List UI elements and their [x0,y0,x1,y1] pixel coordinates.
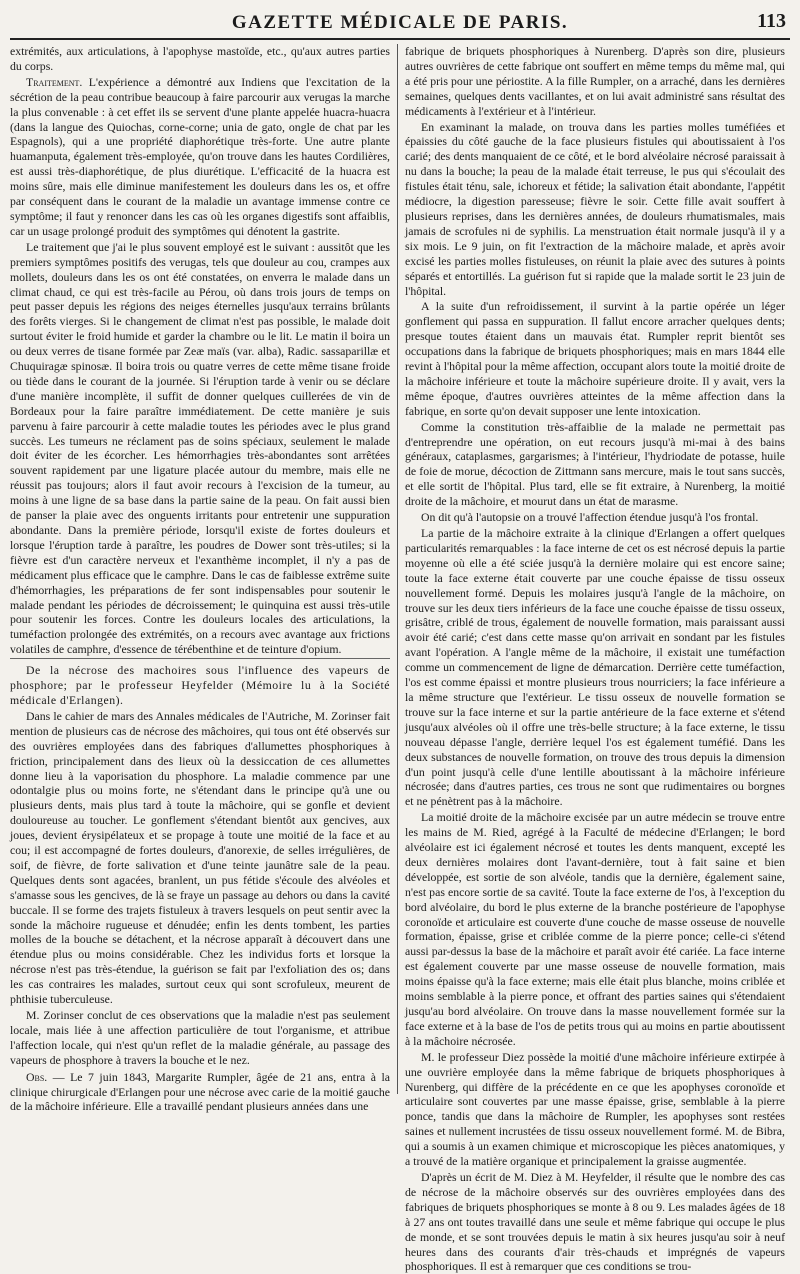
page-header [10,8,790,40]
paragraph: M. Zorinser conclut de ces observations que la maladie n'est pas seulement locale, mais liée à une affection particulière de tout l'organisme, et attribue l'affection locale, qui n'est qu'un reflet de la maladie générale, au passage des vapeurs de phosphore à travers la bouche et le nez. [10,1008,390,1067]
paragraph: En examinant la malade, on trouva dans les parties molles tuméfiées et épaissies du côté gauche de la face plusieurs fistules qui aboutissaient à l'os carié; des dents manquaient de ce côté, et le bord alvéolaire nécrosé paraissait à nu dans la bouche; la peau de la malade était terreuse, le pus qui s'écoulait des fistules était ténu, sale, ichoreux et fétide; la salivation était abondante, l'appétit médiocre, la digestion paresseuse; fièvre le soir. Cette fille avait souffert à plusieurs reprises, dans les dernières années, de douleurs rhumatismales, mais jamais de scrofules ni de syphilis. La menstruation était normale jusqu'à il y a six mois. Le 9 juin, on fit l'extraction de la mâchoire malade, et après avoir excisé les parties molles fistuleuses, on réunit la plaie avec des sutures à points séparés et entortillés. La guérison fut si rapide que la malade sortit le 23 juin de l'hôpital. [405,119,785,298]
paragraph: M. le professeur Diez possède la moitié d'une mâchoire inférieure extirpée à une ouvrière employée dans la même fabrique de briquets phosphoriques à Nurenberg, qui diffère de la précédente en ce que les apophyses coronoïde et articulaire sont couvertes par une masse épaisse, grise, semblable à la pierre ponce, tandis que dans la mâchoire de Rumpler, les apophyses sont restées saines et nullement incrustées de tissu osseux nouvellement formé. M. de Bibra, qui a soumis à un examen chimique et microscopique les pièces anatomiques, y a trouvé de la matière organique et principalement la graisse augmentée. [405,1049,785,1169]
paragraph: D'après un écrit de M. Diez à M. Heyfelder, il résulte que le nombre des cas de nécrose de la mâchoire observés sur des ouvrières employées dans des fabriques de briquets phosphoriques se monte à 8 ou 9. Les malades âgées de 18 à 27 ans ont toutes travaillé dans une seule et même fabrique qui occupe le plus de monde, et se sont trouvées depuis le matin à six heures jusqu'au soir à neuf heures dans des courants d'air très-chauds et imprégnés de vapeurs phosphoriques. Il est à remarquer que ces conditions se trou- [405,1169,785,1274]
paragraph: Le traitement que j'ai le plus souvent employé est le suivant : aussitôt que les premiers symptômes positifs des verugas, tels que douleur au cou, crampes aux mollets, douleurs dans les os ont été constatées, on enverra le malade dans un climat chaud, ce qui est très-facile au Pérou, où dans trois jours de temps on peut passer depuis les régions des neiges éternelles jusqu'aux terrains brûlants des forêts vierges. Si le changement de climat n'est pas possible, le malade doit surtout éviter le froid humide et garder la chambre ou le lit. Le matin il boira un ou deux verres de tisane formée par Zeæ maïs (var. alba), Radic. sassaparillæ et Chuquiragæ spinosæ. Il boira trois ou quatre verres de cette même tisane froide ou tiède dans le courant de la journée. Si l'éruption tarde à venir ou se déclare d'une manière incomplète, il suffit de donner quelques cuillerées de vin de Bordeaux pour la faire paraître immédiatement. De cette manière je suis parvenu à faire parcourir à cette maladie toutes les périodes avec le plus grand succès. Les tumeurs ne réclament pas de soins spéciaux, seulement le malade doit éviter de les écorcher. Les hémorrhagies très-abondantes sont arrêtées souvent rapidement par une ligature placée autour du membre, mais elle ne réussit pas toujours; alors il faut avoir recours à l'excision de la tumeur, au moins à une ligne de sa base dans la partie saine de la peau. On fait aussi bien de panser la plaie avec des onguents irritants pour entretenir une suppuration abondante. Dans la première période, lorsqu'il existe de fortes douleurs et lorsque l'éruption tarde à paraître, les poudres de Dower sont très-utiles; si la fièvre est d'un caractère nerveux et l'exanthème incomplet, il n'y a pas de médicament plus efficace que le camphre. Dans le cas de faiblesse extrême suite d'hémorrhagies, les préparations de fer sont indispensables pour soutenir le malade pendant les périodes de décroissement; le quinquina est aussi très-utile pour soutenir les forces. Contre les douleurs locales des articulations, la tuméfaction prolongée des extrémités, on a recours avec avantage aux frictions volatiles de camphre, d'essence de térébenthine et de teinture d'opium. [10,239,390,657]
paragraph-observation [10,1070,390,1115]
paragraph: Comme la constitution très-affaiblie de la malade ne permettait pas d'entreprendre une opération, on eut recours jusqu'à mi-mai à des bains généraux, cataplasmes, gargarismes; à l'intérieur, l'hydriodate de potasse, huile de foie de morue, décoction de Zittmann sans mercure, mais le tout sans succès, et elle sortit de l'hôpital. Plus tard, elle se fit extraire, à Nurenberg, la moitié droite de la mâchoire, et mourut dans un état de marasme. [405,419,785,509]
paragraph: A la suite d'un refroidissement, il survint à la partie opérée un léger gonflement qui passa en suppuration. Il fallut encore arracher quelques dents; presque toutes étaient dans un mauvais état. Rumpler reprit bientôt ses occupations dans la fabrique de briquets phosphoriques; mais en mars 1844 elle revint à l'hôpital pour la même affection, occupant alors toute la moitié droite de la mâchoire inférieure et toute la mâchoire supérieure droite. Il y avait, vers la même époque, d'autres ouvrières atteintes de la même affection dans la fabrique, en sorte qu'on devait supposer une lente intoxication. [405,299,785,418]
paragraph: Dans le cahier de mars des Annales médicales de l'Autriche, M. Zorinser fait mention de plusieurs cas de nécrose des mâchoires, qui tous ont été observés sur des ouvrières employées dans des fabriques d'allumettes phosphoriques à friction, principalement dans des lieux où la dessiccation de ces allumettes donne lieu à la vaporisation du phosphore. La maladie commence par une odontalgie plus ou moins forte, ne s'étendant dans le principe qu'à une ou plusieurs dents, mais plus tard à toute la mâchoire, qui se gonfle et devient douloureuse au toucher. Le gonflement s'étendant bientôt aux gencives, aux joues, devient érysipélateux et se propage à toute une moitié de la face et au cou; il est accompagné de fortes douleurs, d'anorexie, de selles irrégulières, de soif, de fièvre, de forte salivation et d'une teinte jaunâtre sale de la peau. Quelques dents sont agacées, branlent, un pus fétide s'écoule des alvéoles et s'amasse sous les gencives, de là se fraye un passage au dehors ou dans la cavité buccale. Il se forme des trajets fistuleux à travers lesquels on peut sentir avec la sonde la mâchoire rugueuse et dénudée; enfin les dents tombent, les parties molles de la bouche se détachent, et la nécrose apparaît à découvert dans une étendue plus ou moins considérable. Chez les individus forts et lorsque la nécrose n'est pas très-étendue, la guérison se fait par l'exfoliation des os; dans les cas contraires les malades, surtout ceux qui sont scrofuleux, meurent de phthisie tuberculeuse. [10,708,390,1007]
section-title: De la nécrose des machoires sous l'influence des vapeurs de phosphore; par le professeur Heyfelder (Mémoire lu à la Société médicale d'Erlangen). [10,658,390,708]
paragraph: fabrique de briquets phosphoriques à Nurenberg. D'après son dire, plusieurs autres ouvrières de cette fabrique ont souffert en même temps du même mal, qui a été pris pour une périostite. A la fille Rumpler, on a arraché, dans les dernières semaines, quelques dents vacillantes, et on lui avait administré sans résultat des médicaments à l'extérieur et à l'intérieur. [405,44,785,118]
paragraph-text: L'expérience a démontré aux Indiens que l'excitation de la sécrétion de la peau contribue beaucoup à faire parcourir aux verugas la marche la plus convenable : à cet effet ils se servent d'une plante appelée huacra-huacra (dans la langue des Quiochas, corne-corne; unia de gato, ongle de chat par les Espagnols), qui a une propriété diaphorétique très-forte. Une autre plante huamanputa, également très-employée, qu'on trouve dans les hautes Cordilières, est aussi très-diaphorétique, de plus diurétique. L'efficacité de la huacra est moins sûre, mais elle diminue manifestement les douleurs dans les os, et offre par conséquent dans le courant de la maladie un avantage immense contre ce symptôme; il faut y renoncer dans les cas où les organes digestifs sont affaiblis, car un usage prolongé produit des symptômes qui dénotent la gastrite. [10,74,390,238]
journal-title: GAZETTE MÉDICALE DE PARIS. [231,12,569,33]
paragraph-text: Le 7 juin 1843, Margarite Rumpler, âgée de 21 ans, entra à la clinique chirurgicale d'Erlangen pour une nécrose avec carie de la moitié gauche de la mâchoire inférieure. Elle a travaillé pendant plusieurs années dans une [10,1069,390,1114]
right-column [405,44,785,1274]
page-number: 113 [757,10,786,32]
column-divider [397,44,398,1094]
paragraph: La moitié droite de la mâchoire excisée par un autre médecin se trouve entre les mains de M. Ried, agrégé à la Faculté de médecine d'Erlangen; le bord alvéolaire est ici également nécrosé et toutes les dents manquent, excepté les deux dernières molaires dont l'avant-dernière, tout à fait saine et bien développée, est sortie de son alvéole, tandis que la dernière, également saine, n'est pas encore sortie de sa cavité. Toute la face externe de l'os, à l'exception du bord alvéolaire, du bord le plus externe de la branche postérieure de l'apophyse coronoïde et articulaire est couverte d'une couche de masse osseuse de nouvelle formation, épaisse, grise et criblée comme de la pierre ponce; celle-ci s'étend aussi par-dessus la base de la mâchoire et paraît avoir été cariée. La face interne est également couverte par une masse osseuse de nouvelle formation, mais moins épaisse qu'à la face externe; mais elle était plus blanche, moins criblée et moins semblable à la pierre ponce, et offrant des parties saines qui s'étendaient jusqu'au bord alvéolaire. On trouve dans la masse nouvellement formée sur la face externe et à la base de l'os de petits trous qui au moins en partie aboutissent à la mâchoire nécrosée. [405,810,785,1048]
paragraph-traitement [10,75,390,239]
run-in-heading: Obs. — [26,1069,65,1084]
run-in-heading: Traitement. [26,74,83,89]
paragraph: On dit qu'à l'autopsie on a trouvé l'affection étendue jusqu'à l'os frontal. [421,510,759,525]
left-column [10,44,390,1114]
paragraph: La partie de la mâchoire extraite à la clinique d'Erlangen a offert quelques particularités remarquables : la face interne de cet os est nécrosé depuis la partie moyenne où elle a été sciée jusqu'à la dernière molaire qui est encore saine; toute la face externe était couverte par une couche épaisse de tissu osseux nouvellement formé. Depuis les molaires jusqu'à l'angle de la mâchoire, on trouve sur les deux tiers inférieurs de la face une couche épaisse de tissu osseux, grisâtre, criblé de trous, également de nouvelle formation, mais paraissant aussi avoir été carié; c'est dans cette masse qu'on arrivait en sondant par les fistules avant l'opération. A l'angle même de la mâchoire, il existait une tuméfaction comme un commencement de ligne de démarcation. Derrière cette tuméfaction, l'os est comme épaissi et montre plusieurs trous nourriciers; la face inférieure a la même structure que l'extérieur. Le tissu osseux de nouvelle formation se trouve sur la face interne et sur la partie antérieure de la face externe et s'étend jusqu'aux alvéoles où il offre une très-belle structure; à la face externe, le tissu nouveau dépasse l'angle, derrière lequel l'os est également tuméfié. Dans les deux substances de nouvelle formation, on trouve des trous depuis la dimension d'un point jusqu'à celle d'une lentille aboutissant à la mâchoire inférieure nécrosée; dans d'autres parties, ces trous ne sont que rudimentaires ou borgnes et ne pénètrent pas à la mâchoire. [405,526,785,809]
paragraph: extrémités, aux articulations, à l'apophyse mastoïde, etc., qu'aux autres parties du corps. [10,44,390,73]
